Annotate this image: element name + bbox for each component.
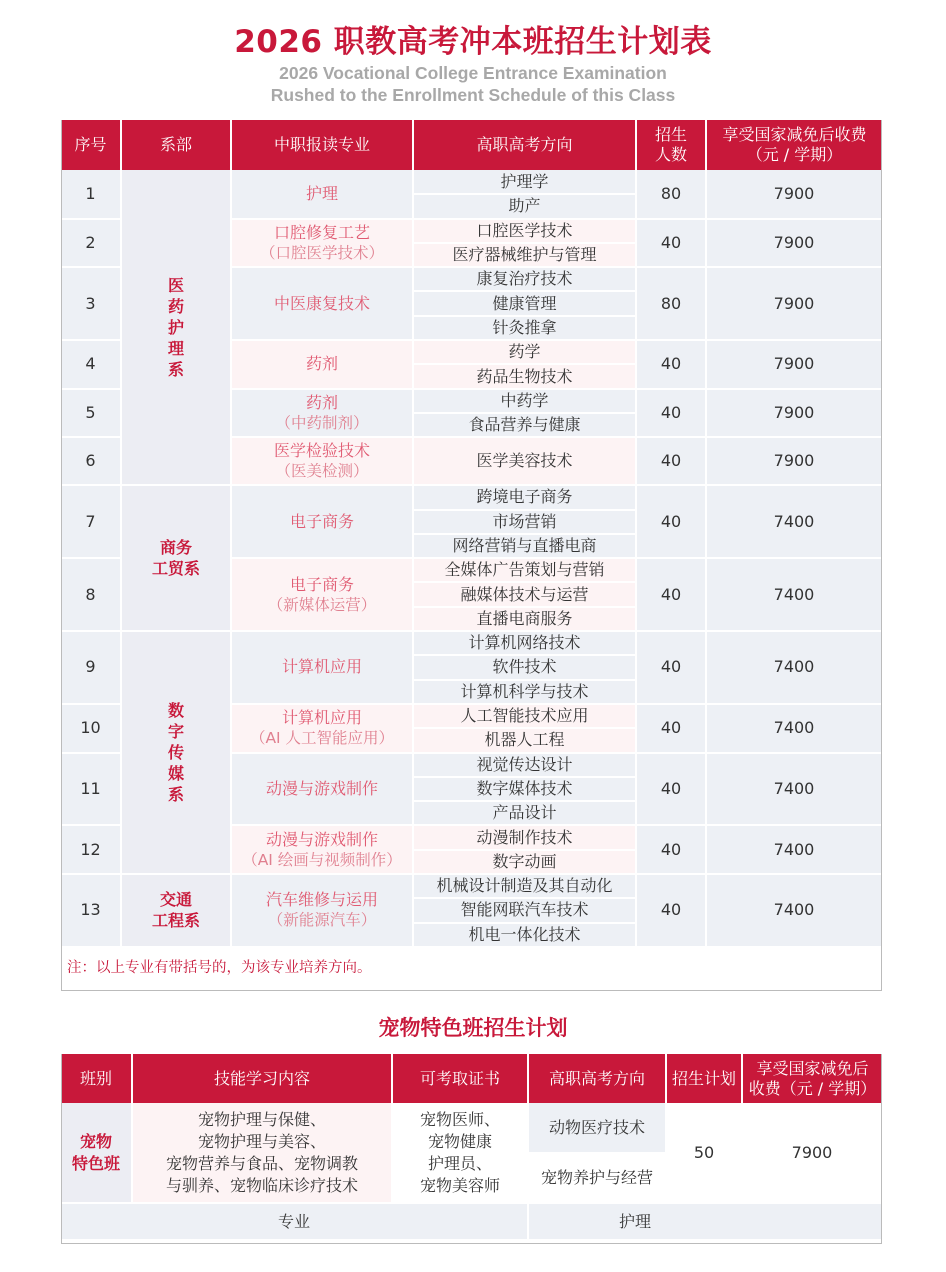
row-count: 40 bbox=[636, 558, 706, 631]
row-fee: 7400 bbox=[706, 631, 882, 704]
row-count: 40 bbox=[636, 219, 706, 268]
pet-certificates-cell bbox=[392, 1103, 528, 1203]
pet-footer-value: 护理 bbox=[528, 1203, 882, 1239]
row-direction: 人工智能技术应用 bbox=[413, 704, 636, 728]
department-char: 系 bbox=[167, 359, 184, 379]
pet-skill-line: 宠物护理与保健、 bbox=[197, 1109, 326, 1129]
pet-footer-row bbox=[61, 1203, 882, 1239]
department-char: 数 bbox=[167, 701, 184, 721]
row-major bbox=[231, 437, 413, 485]
table-row bbox=[61, 874, 882, 898]
pet-column-header-class: 班别 bbox=[61, 1054, 132, 1103]
column-header-count bbox=[636, 120, 706, 170]
column-header-major: 中职报读专业 bbox=[231, 120, 413, 170]
department-char: 医 bbox=[167, 275, 184, 295]
row-direction: 医疗器械维护与管理 bbox=[413, 243, 636, 267]
row-fee: 7900 bbox=[706, 389, 882, 438]
department-char: 传 bbox=[167, 743, 184, 763]
row-direction: 动漫制作技术 bbox=[413, 825, 636, 849]
row-fee: 7400 bbox=[706, 485, 882, 558]
row-direction: 机械设计制造及其自动化 bbox=[413, 874, 636, 898]
column-header-count-line: 人数 bbox=[654, 145, 687, 164]
row-seq: 3 bbox=[61, 267, 121, 340]
major-name: 电子商务 bbox=[289, 574, 354, 594]
major-subdirection: （医美检测） bbox=[275, 462, 369, 481]
department-char: 理 bbox=[167, 338, 184, 358]
row-direction: 针灸推拿 bbox=[413, 316, 636, 340]
row-major bbox=[231, 558, 413, 631]
row-major bbox=[231, 485, 413, 558]
major-subdirection: （AI 人工智能应用） bbox=[249, 729, 395, 748]
department-medical bbox=[121, 170, 231, 485]
row-count: 40 bbox=[636, 437, 706, 485]
pet-class-line: 宠物 bbox=[79, 1131, 112, 1151]
pet-class-line: 特色班 bbox=[71, 1153, 120, 1173]
row-seq: 11 bbox=[61, 753, 121, 826]
major-name: 动漫与游戏制作 bbox=[265, 829, 378, 849]
enrollment-table bbox=[61, 120, 883, 989]
row-seq: 12 bbox=[61, 825, 121, 874]
row-count: 40 bbox=[636, 825, 706, 874]
column-header-fee-line: （元 / 学期） bbox=[746, 145, 843, 164]
row-direction: 助产 bbox=[413, 194, 636, 218]
department-char: 药 bbox=[167, 296, 184, 316]
row-direction: 医学美容技术 bbox=[413, 437, 636, 485]
column-header-count-line: 招生 bbox=[654, 125, 687, 144]
row-count: 40 bbox=[636, 704, 706, 753]
row-direction: 计算机网络技术 bbox=[413, 631, 636, 655]
pet-class-name-text bbox=[61, 1131, 131, 1175]
pet-section-title: 宠物特色班招生计划 bbox=[378, 1016, 568, 1040]
row-count: 80 bbox=[636, 170, 706, 219]
pet-direction: 动物医疗技术 bbox=[528, 1103, 666, 1153]
pet-skills-cell bbox=[132, 1103, 392, 1203]
row-direction: 药学 bbox=[413, 340, 636, 364]
row-direction: 数字动画 bbox=[413, 850, 636, 874]
row-fee: 7400 bbox=[706, 753, 882, 826]
department-char: 护 bbox=[167, 317, 184, 337]
major-name: 中医康复技术 bbox=[273, 293, 370, 313]
row-count: 80 bbox=[636, 267, 706, 340]
row-seq: 13 bbox=[61, 874, 121, 947]
row-major bbox=[231, 219, 413, 268]
pet-column-header-skills: 技能学习内容 bbox=[132, 1054, 392, 1103]
row-direction: 中药学 bbox=[413, 389, 636, 413]
pet-certificate-line: 护理员、 bbox=[427, 1153, 492, 1173]
major-name: 动漫与游戏制作 bbox=[265, 778, 378, 798]
row-major bbox=[231, 267, 413, 340]
table-note: 注：以上专业有带括号的，为该专业培养方向。 bbox=[61, 947, 882, 989]
row-major bbox=[231, 170, 413, 219]
row-direction: 全媒体广告策划与营销 bbox=[413, 558, 636, 582]
row-direction: 智能网联汽车技术 bbox=[413, 898, 636, 922]
column-header-department: 系部 bbox=[121, 120, 231, 170]
pet-skill-line: 宠物护理与美容、 bbox=[197, 1131, 326, 1151]
pet-table-header-row bbox=[61, 1054, 882, 1103]
pet-column-header-direction: 高职高考方向 bbox=[528, 1054, 666, 1103]
row-direction: 网络营销与直播电商 bbox=[413, 534, 636, 558]
page-subtitle-line2: Rushed to the Enrollment Schedule of this Class bbox=[270, 85, 676, 105]
row-count: 40 bbox=[636, 874, 706, 947]
pet-column-header-fee bbox=[742, 1054, 882, 1103]
column-header-fee-line: 享受国家减免后收费 bbox=[722, 125, 867, 144]
column-header-seq: 序号 bbox=[61, 120, 121, 170]
row-fee: 7900 bbox=[706, 219, 882, 268]
department-char: 媒 bbox=[167, 764, 184, 784]
row-count: 40 bbox=[636, 631, 706, 704]
department-digital bbox=[121, 631, 231, 874]
major-name: 汽车维修与运用 bbox=[265, 890, 378, 910]
major-name: 医学检验技术 bbox=[273, 441, 370, 461]
table-row bbox=[61, 170, 882, 194]
row-fee: 7400 bbox=[706, 874, 882, 947]
row-direction: 跨境电子商务 bbox=[413, 485, 636, 509]
row-direction: 市场营销 bbox=[413, 510, 636, 534]
major-name: 计算机应用 bbox=[281, 657, 362, 677]
row-count: 40 bbox=[636, 485, 706, 558]
row-seq: 4 bbox=[61, 340, 121, 389]
row-direction: 口腔医学技术 bbox=[413, 219, 636, 243]
table-row bbox=[61, 631, 882, 655]
row-seq: 5 bbox=[61, 389, 121, 438]
row-seq: 7 bbox=[61, 485, 121, 558]
department-traffic bbox=[121, 874, 231, 947]
row-major bbox=[231, 631, 413, 704]
major-subdirection: （新媒体运营） bbox=[267, 595, 377, 614]
pet-fee: 7900 bbox=[742, 1103, 882, 1203]
pet-table-row bbox=[61, 1103, 882, 1153]
major-subdirection: （中药制剂） bbox=[275, 413, 369, 432]
row-seq: 2 bbox=[61, 219, 121, 268]
row-direction: 健康管理 bbox=[413, 291, 636, 315]
row-direction: 计算机科学与技术 bbox=[413, 680, 636, 704]
row-direction: 视觉传达设计 bbox=[413, 753, 636, 777]
row-seq: 1 bbox=[61, 170, 121, 219]
department-line: 工贸系 bbox=[151, 559, 200, 579]
pet-skill-line: 与驯养、宠物临床诊疗技术 bbox=[165, 1175, 358, 1195]
pet-column-header-fee-line: 享受国家减免后 bbox=[756, 1058, 869, 1078]
major-name: 药剂 bbox=[305, 354, 338, 374]
department-business bbox=[121, 485, 231, 631]
row-direction: 融媒体技术与运营 bbox=[413, 582, 636, 606]
pet-class-name bbox=[61, 1103, 132, 1203]
column-header-fee bbox=[706, 120, 882, 170]
table-note-row bbox=[61, 947, 882, 989]
row-fee: 7400 bbox=[706, 704, 882, 753]
major-name: 口腔修复工艺 bbox=[273, 222, 370, 242]
pet-skill-line: 宠物营养与食品、宠物调教 bbox=[165, 1153, 358, 1173]
row-direction: 直播电商服务 bbox=[413, 607, 636, 631]
pet-certificate-line: 宠物医师、 bbox=[419, 1109, 500, 1129]
row-fee: 7400 bbox=[706, 825, 882, 874]
row-major bbox=[231, 753, 413, 826]
row-direction: 软件技术 bbox=[413, 655, 636, 679]
column-header-direction: 高职高考方向 bbox=[413, 120, 636, 170]
major-name: 药剂 bbox=[305, 392, 338, 412]
row-seq: 8 bbox=[61, 558, 121, 631]
row-fee: 7900 bbox=[706, 437, 882, 485]
table-row bbox=[61, 485, 882, 509]
row-fee: 7900 bbox=[706, 267, 882, 340]
pet-certificate-line: 宠物健康 bbox=[427, 1131, 492, 1151]
major-name: 护理 bbox=[305, 183, 338, 203]
row-seq: 9 bbox=[61, 631, 121, 704]
row-major bbox=[231, 825, 413, 874]
row-seq: 10 bbox=[61, 704, 121, 753]
row-direction: 机器人工程 bbox=[413, 728, 636, 752]
department-line: 商务 bbox=[159, 538, 192, 558]
row-major bbox=[231, 340, 413, 389]
department-line: 工程系 bbox=[151, 911, 200, 931]
pet-count: 50 bbox=[666, 1103, 742, 1203]
pet-column-header-certificates: 可考取证书 bbox=[392, 1054, 528, 1103]
row-fee: 7900 bbox=[706, 170, 882, 219]
row-count: 40 bbox=[636, 389, 706, 438]
pet-direction: 宠物养护与经营 bbox=[528, 1153, 666, 1203]
row-seq: 6 bbox=[61, 437, 121, 485]
row-fee: 7400 bbox=[706, 558, 882, 631]
row-direction: 机电一体化技术 bbox=[413, 923, 636, 947]
row-direction: 康复治疗技术 bbox=[413, 267, 636, 291]
pet-certificate-line: 宠物美容师 bbox=[419, 1175, 500, 1195]
table-header-row bbox=[61, 120, 882, 170]
department-char: 字 bbox=[167, 722, 184, 742]
major-name: 电子商务 bbox=[289, 511, 354, 531]
row-count: 40 bbox=[636, 340, 706, 389]
pet-column-header-fee-line: 收费（元 / 学期） bbox=[748, 1078, 877, 1098]
major-subdirection: （AI 绘画与视频制作） bbox=[242, 850, 402, 869]
major-name: 计算机应用 bbox=[281, 708, 362, 728]
department-char: 系 bbox=[167, 785, 184, 805]
department-line: 交通 bbox=[159, 890, 192, 910]
row-major bbox=[231, 704, 413, 753]
page-title: 2026 职教高考冲本班招生计划表 bbox=[234, 24, 712, 60]
row-direction: 食品营养与健康 bbox=[413, 413, 636, 437]
row-major bbox=[231, 874, 413, 947]
row-major bbox=[231, 389, 413, 438]
row-direction: 产品设计 bbox=[413, 801, 636, 825]
pet-enrollment-table bbox=[61, 1054, 883, 1239]
row-fee: 7900 bbox=[706, 340, 882, 389]
major-subdirection: （新能源汽车） bbox=[267, 911, 377, 930]
row-count: 40 bbox=[636, 753, 706, 826]
row-direction: 护理学 bbox=[413, 170, 636, 194]
row-direction: 数字媒体技术 bbox=[413, 777, 636, 801]
major-subdirection: （口腔医学技术） bbox=[259, 243, 384, 262]
row-direction: 药品生物技术 bbox=[413, 364, 636, 388]
pet-footer-label: 专业 bbox=[61, 1203, 528, 1239]
page-subtitle-line1: 2026 Vocational College Entrance Examination bbox=[279, 63, 667, 83]
pet-column-header-count: 招生计划 bbox=[666, 1054, 742, 1103]
